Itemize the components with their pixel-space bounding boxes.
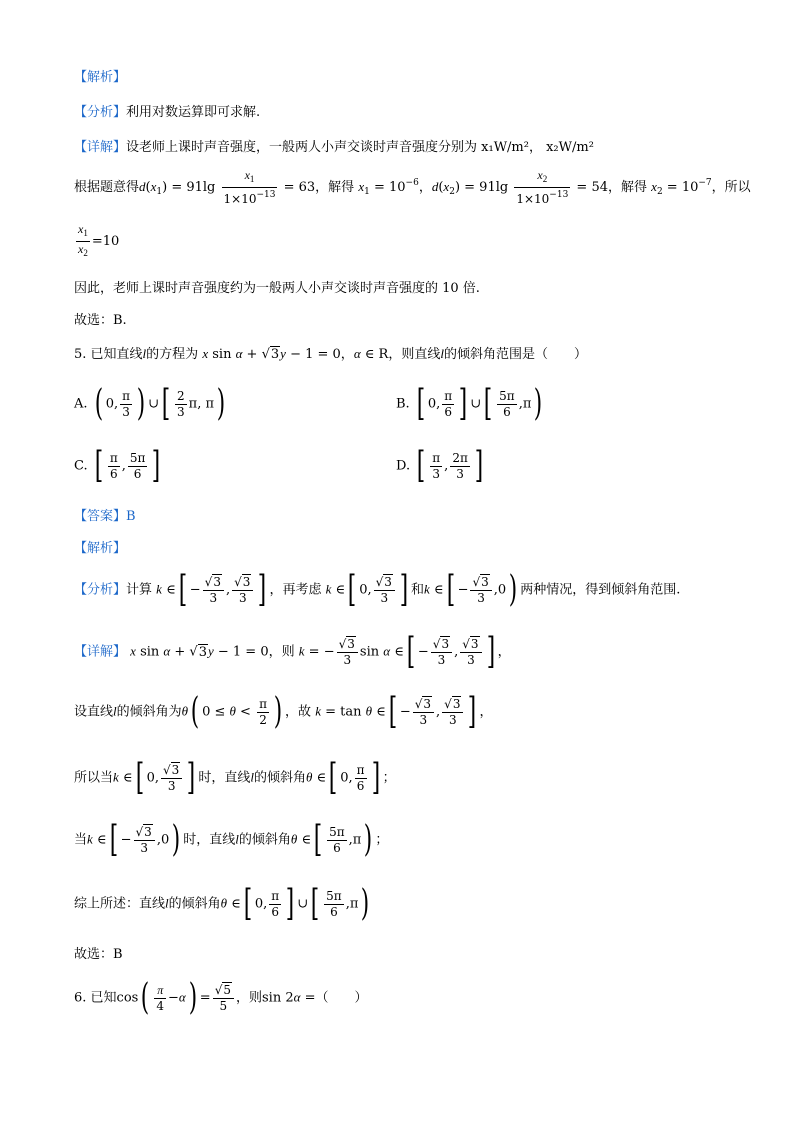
choose-answer-1: 故选：B. (74, 313, 127, 328)
question-6: 6. 已知cos( $\frac{\pi}{4}$ −α) = $\frac{√5}{5}$ ，则sin 2α =（ ） (74, 977, 368, 1018)
analysis-paragraph: 【分析】利用对数运算即可求解. (74, 105, 261, 120)
option-b: B. [ 0, $\frac{\pi}{6}$ ] ∪[ $\frac{5\pi}{6}$ ,π) (396, 383, 543, 424)
case-2: 当k ∈[ − $\frac{√3}{3}$ ,0) 时，直线l的倾斜角θ ∈[ $\frac{5\pi}{6}$ ,π) ； (74, 819, 389, 860)
detail-paragraph: 【详解】设老师上课时声音强度，一般两人小声交谈时声音强度分别为 x₁W/m²， x₂W/m² (74, 140, 594, 155)
case-1: 所以当k ∈[ 0, $\frac{√3}{3}$ ] 时，直线l的倾斜角θ ∈[ 0, $\frac{\pi}{6}$ ] ； (74, 757, 396, 798)
summary: 综上所述：直线l的倾斜角θ ∈[ 0, $\frac{\pi}{6}$ ] ∪[ $\frac{5\pi}{6}$ ,π) (74, 883, 370, 924)
answer: 【答案】B (74, 509, 136, 524)
option-a: A. ( 0, $\frac{\pi}{3}$ ) ∪[ $\frac{2}{3}$ π, π) (74, 383, 226, 424)
equation-line: 根据题意得$d(x_1) = 91\lg$ $\frac{x_1}{1\times 10^{-13}}$ = 63，解得 $x_1 = 10^{-6}$，$d(x_2) = 91\lg$ $\frac{x_2}{1\times 10^{-13}}$ = 54，解得 $x_2 = 10^{-7}$，所以 (74, 168, 751, 206)
analysis-heading-2: 【解析】 (74, 541, 127, 556)
analysis-paragraph-2: 【分析】计算 k ∈[ − $\frac{√3}{3}$ , $\frac{√3}{3}$ ] ，再考虑 k ∈[ 0, $\frac{√3}{3}$ ] 和k ∈[ − $\frac{√3}{3}$ ,0) 两种情况，得到倾斜角范围. (74, 569, 681, 610)
choose-answer-2: 故选：B (74, 947, 123, 962)
detail-paragraph-2: 【详解】 x sin α + √3y − 1 = 0，则 k = − $\frac{√3}{3}$ sin α ∈[ − $\frac{√3}{3}$ , $\frac{√3}{3}$ ] ， (74, 631, 511, 672)
analysis-heading: 【解析】 (74, 70, 127, 85)
option-c: C. [ $\frac{\pi}{6}$ , $\frac{5\pi}{6}$ ] (74, 445, 161, 486)
ratio-equation: $\frac{x_1}{x_2}$ =10 (78, 222, 120, 258)
option-d: D. [ $\frac{\pi}{3}$ , $\frac{2\pi}{3}$ ] (396, 445, 484, 486)
theta-definition: 设直线l的倾斜角为θ( 0 ≤ θ < $\frac{\pi}{2}$ ) ，故 k = tan θ ∈[ − $\frac{√3}{3}$ , $\frac{√3}{3}$ ] ， (74, 691, 493, 732)
conclusion: 因此，老师上课时声音强度约为一般两人小声交谈时声音强度的 10 倍. (74, 281, 480, 296)
question-5: 5. 已知直线l的方程为 x sin α + √3y − 1 = 0，α ∈ R，则直线l的倾斜角范围是（ ） (74, 346, 587, 362)
